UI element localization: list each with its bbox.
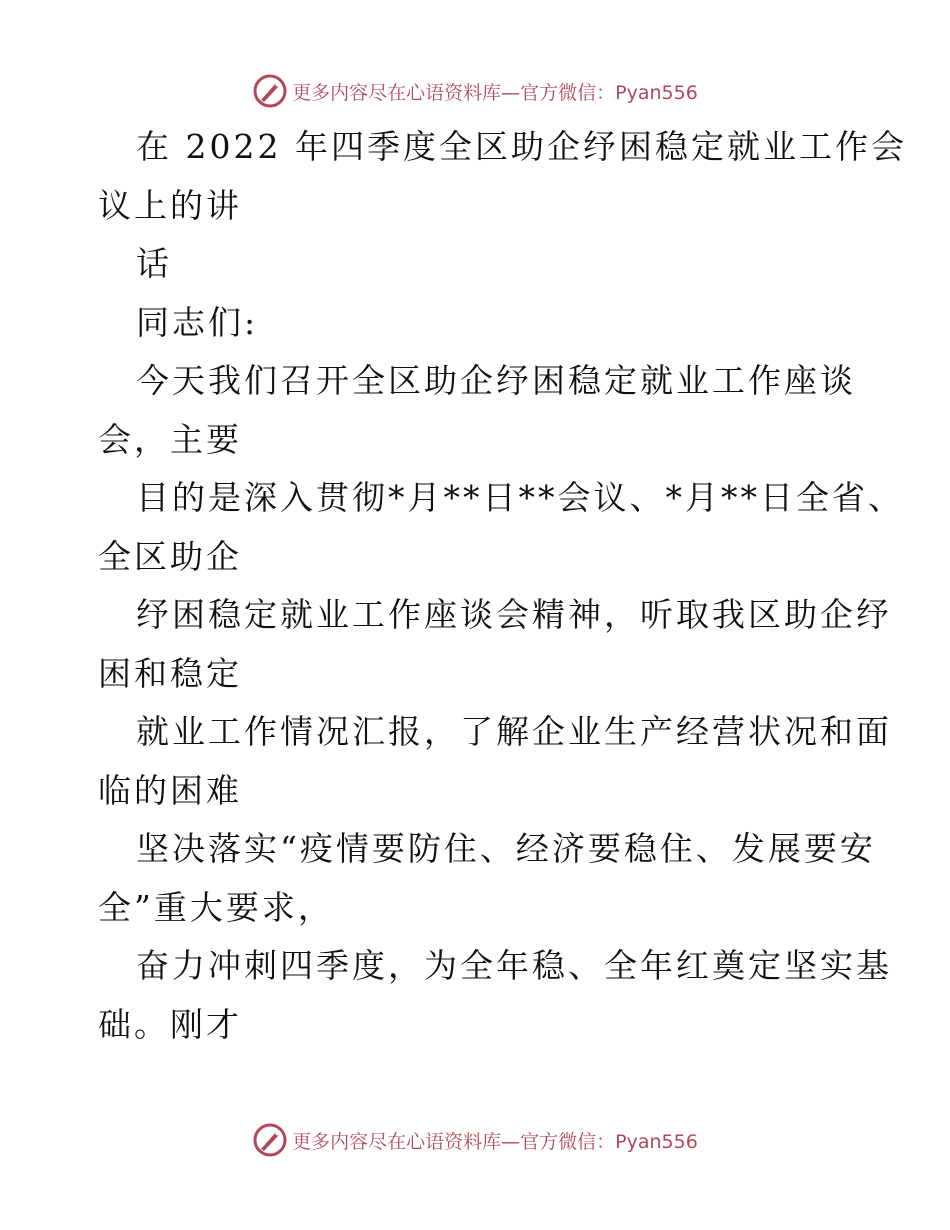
watermark-site-text: 更多内容尽在心语资料库 — [292, 1130, 502, 1153]
doc-line: 临的困难 — [98, 770, 242, 810]
doc-line: 全区助企 — [98, 536, 242, 576]
doc-line: 同志们: — [136, 302, 259, 342]
pen-circle-logo-icon — [252, 73, 288, 109]
document-body — [98, 118, 907, 1054]
doc-line: 坚决落实“疫情要防住、经济要稳住、发展要安 — [136, 829, 876, 868]
doc-line: 议上的讲 — [98, 185, 242, 225]
doc-line: 困和稳定 — [98, 653, 242, 693]
doc-line: 在 2022 年四季度全区助企纾困稳定就业工作会 — [136, 127, 907, 166]
watermark-wechat-text: —官方微信：Pyan556 — [501, 1130, 698, 1153]
doc-line: 础。刚才 — [98, 1004, 242, 1044]
doc-line: 就业工作情况汇报，了解企业生产经营状况和面 — [136, 712, 892, 751]
doc-line: 今天我们召开全区助企纾困稳定就业工作座谈 — [136, 361, 856, 400]
watermark-wechat-text: —官方微信：Pyan556 — [501, 81, 698, 104]
doc-line: 纾困稳定就业工作座谈会精神，听取我区助企纾 — [136, 595, 892, 634]
doc-line: 话 — [136, 244, 172, 283]
header-watermark — [0, 71, 950, 111]
doc-line: 会，主要 — [98, 419, 242, 459]
doc-line: 目的是深入贯彻*月**日**会议、*月**日全省、 — [136, 478, 904, 517]
doc-line: 全”重大要求， — [98, 887, 334, 927]
footer-watermark — [0, 1120, 950, 1160]
pen-circle-logo-icon — [252, 1122, 288, 1158]
watermark-site-text: 更多内容尽在心语资料库 — [292, 81, 502, 104]
doc-line: 奋力冲刺四季度，为全年稳、全年红奠定坚实基 — [136, 946, 892, 985]
